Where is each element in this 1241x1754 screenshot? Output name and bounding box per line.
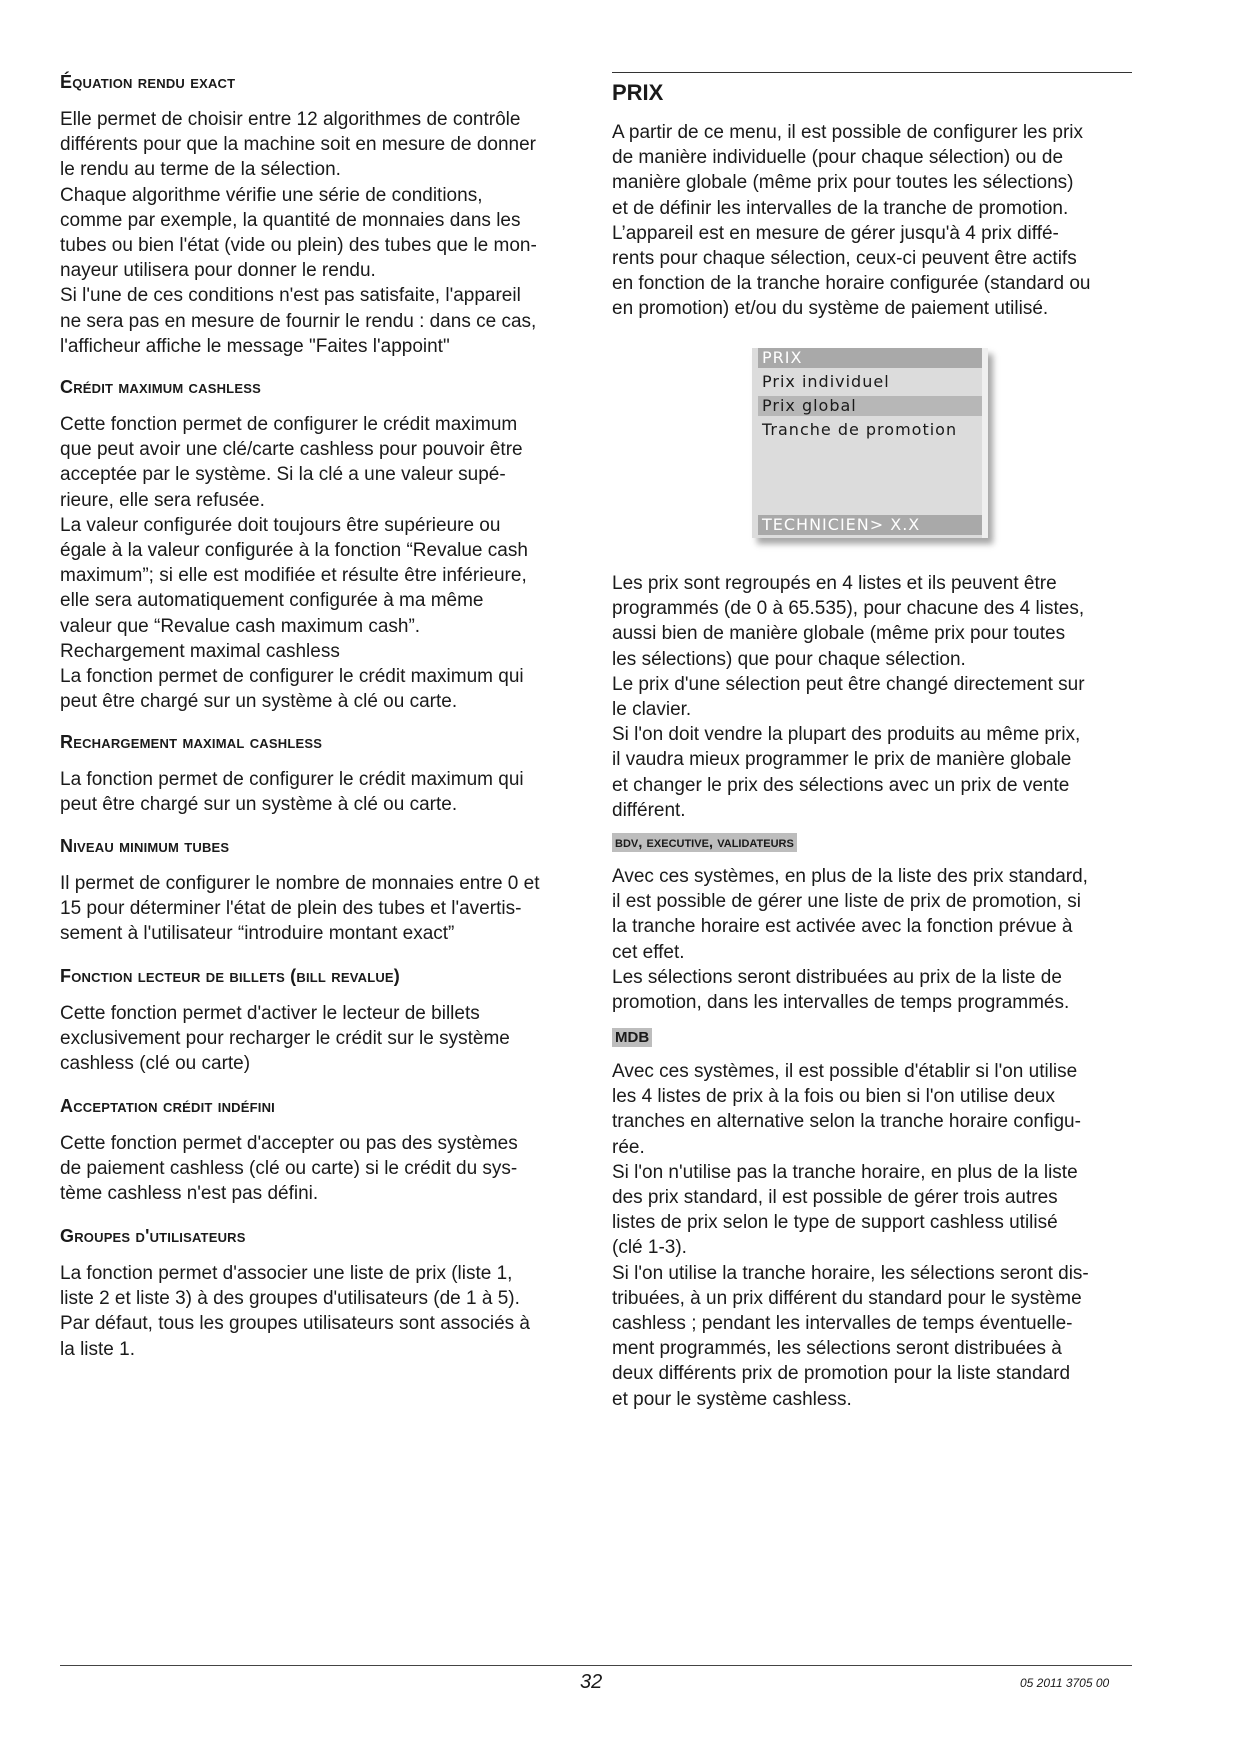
text-line: Elle permet de choisir entre 12 algorithmes de contrôle — [60, 109, 521, 130]
text-line: différent. — [612, 799, 686, 821]
text-line: cet effet. — [612, 941, 685, 963]
menu-item-prix-global[interactable]: Prix global — [758, 396, 988, 416]
text-line: l'afficheur affiche le message "Faites l'appoint" — [60, 335, 450, 357]
text-line: cashless ; pendant les intervalles de temps éventuelle- — [612, 1313, 1073, 1335]
menu-screen-footer: TECHNICIEN> X.X — [758, 515, 988, 535]
text-line: exclusivement pour recharger le crédit sur le système — [60, 1028, 510, 1050]
menu-screen-header: PRIX — [758, 348, 988, 368]
text-line: tranches en alternative selon la tranche horaire configu- — [612, 1111, 1081, 1133]
text-line: ne sera pas en mesure de fournir le rendu : dans ce cas, — [60, 310, 537, 332]
text-line: Cette fonction permet d'activer le lecteur de billets — [60, 1003, 480, 1024]
text-line: différents pour que la machine soit en mesure de donner — [60, 134, 537, 156]
text-line: en promotion) et/ou du système de paiement utilisé. — [612, 298, 1049, 320]
heading-acceptation-credit-indefini: Acceptation crédit indéfini — [60, 1096, 275, 1116]
heading-equation-rendu-exact: Équation rendu exact — [60, 72, 236, 92]
text-line: le clavier. — [612, 699, 692, 721]
text-line: de paiement cashless (clé ou carte) si le crédit du sys- — [60, 1158, 518, 1180]
subsection-tag-mdb: MDB — [612, 1028, 652, 1047]
text-line: que peut avoir une clé/carte cashless pour pouvoir être — [60, 439, 523, 461]
paragraph-niveau-minimum-tubes — [60, 871, 580, 947]
text-line: et changer le prix des sélections avec un prix de vente — [612, 774, 1070, 796]
text-line: (clé 1-3). — [612, 1237, 687, 1259]
text-line: de manière individuelle (pour chaque sélection) ou de — [612, 147, 1064, 169]
text-line: tribuées, à un prix différent du standard pour le système — [612, 1287, 1082, 1309]
text-line: Les sélections seront distribuées au prix de la liste de — [612, 966, 1062, 988]
paragraph-prix-listes — [612, 571, 1132, 823]
text-line: Avec ces systèmes, il est possible d'établir si l'on utilise — [612, 1061, 1078, 1082]
text-line: des prix standard, il est possible de gérer trois autres — [612, 1187, 1058, 1209]
text-line: sement à l'utilisateur “introduire montant exact” — [60, 923, 455, 945]
document-reference: 05 2011 3705 00 — [1020, 1676, 1110, 1690]
paragraph-rechargement-maximal-cashless — [60, 767, 580, 817]
text-line: et de définir les intervalles de la tranche de promotion. — [612, 197, 1069, 219]
text-line: Cette fonction permet de configurer le crédit maximum — [60, 414, 518, 435]
text-line: en fonction de la tranche horaire configurée (standard ou — [612, 273, 1091, 295]
section-title-prix: PRIX — [612, 80, 664, 105]
text-line: il vaudra mieux programmer le prix de manière globale — [612, 749, 1072, 771]
text-line: Avec ces systèmes, en plus de la liste des prix standard, — [612, 866, 1088, 887]
paragraph-groupes-utilisateurs — [60, 1261, 580, 1362]
text-line: deux différents prix de promotion pour la liste standard — [612, 1363, 1071, 1385]
text-line: Si l'on utilise la tranche horaire, les sélections seront dis- — [612, 1262, 1089, 1284]
text-line: il est possible de gérer une liste de prix de promotion, si — [612, 891, 1081, 913]
text-line: Cette fonction permet d'accepter ou pas des systèmes — [60, 1133, 518, 1154]
text-line: valeur que “Revalue cash maximum cash”. — [60, 615, 421, 637]
text-line: La valeur configurée doit toujours être supérieure ou — [60, 514, 501, 536]
text-line: Si l'une de ces conditions n'est pas satisfaite, l'appareil — [60, 285, 521, 307]
text-line: la tranche horaire est activée avec la fonction prévue à — [612, 916, 1073, 938]
text-line: Il permet de configurer le nombre de monnaies entre 0 et — [60, 873, 540, 894]
text-line: promotion, dans les intervalles de temps programmés. — [612, 992, 1070, 1014]
prix-top-rule — [612, 72, 1132, 73]
text-line: ment programmés, les sélections seront distribuées à — [612, 1338, 1062, 1360]
text-line: les sélections) que pour chaque sélection. — [612, 648, 966, 670]
heading-rechargement-maximal-cashless: Rechargement maximal cashless — [60, 732, 323, 752]
text-line: Les prix sont regroupés en 4 listes et ils peuvent être — [612, 573, 1057, 594]
text-line: Si l'on n'utilise pas la tranche horaire, en plus de la liste — [612, 1161, 1078, 1183]
screen-bevel — [982, 348, 988, 538]
text-line: la liste 1. — [60, 1338, 135, 1360]
text-line: peut être chargé sur un système à clé ou carte. — [60, 794, 458, 816]
paragraph-acceptation-credit-indefini — [60, 1131, 580, 1207]
page-number: 32 — [580, 1671, 603, 1693]
text-line: programmés (de 0 à 65.535), pour chacune des 4 listes, — [612, 598, 1085, 620]
menu-item-tranche-promotion[interactable]: Tranche de promotion — [762, 420, 958, 439]
text-line: rée. — [612, 1136, 645, 1158]
text-line: Par défaut, tous les groupes utilisateurs sont associés à — [60, 1313, 530, 1335]
paragraph-equation-rendu-exact — [60, 107, 580, 359]
text-line: tubes ou bien l'état (vide ou plein) des tubes que le mon- — [60, 235, 537, 257]
text-line: et pour le système cashless. — [612, 1388, 852, 1410]
text-line: Chaque algorithme vérifie une série de conditions, — [60, 184, 483, 206]
paragraph-fonction-lecteur-billets — [60, 1001, 580, 1077]
menu-screen — [752, 348, 988, 538]
text-line: L’appareil est en mesure de gérer jusqu'à 4 prix diffé- — [612, 222, 1059, 244]
text-line: liste 2 et liste 3) à des groupes d'utilisateurs (de 1 à 5). — [60, 1288, 520, 1310]
paragraph-bdv — [612, 864, 1132, 1015]
text-line: Rechargement maximal cashless — [60, 640, 340, 662]
text-line: Le prix d'une sélection peut être changé directement sur — [612, 673, 1085, 695]
text-line: A partir de ce menu, il est possible de configurer les prix — [612, 122, 1084, 143]
text-line: aussi bien de manière globale (même prix pour toutes — [612, 623, 1066, 645]
text-line: maximum”; si elle est modifiée et résulte être inférieure, — [60, 565, 527, 587]
text-line: elle sera automatiquement configurée à ma même — [60, 590, 484, 612]
heading-groupes-utilisateurs: Groupes d'utilisateurs — [60, 1226, 246, 1246]
paragraph-prix-intro — [612, 120, 1132, 322]
text-line: le rendu au terme de la sélection. — [60, 159, 341, 181]
subsection-tag-bdv: bdv, executive, validateurs — [612, 833, 797, 852]
text-line: manière globale (même prix pour toutes les sélections) — [612, 172, 1074, 194]
heading-fonction-lecteur-billets: Fonction lecteur de billets (bill revalue) — [60, 966, 400, 986]
text-line: égale à la valeur configurée à la fonction “Revalue cash — [60, 540, 528, 562]
text-line: acceptée par le système. Si la clé a une valeur supé- — [60, 464, 506, 486]
paragraph-credit-maximum-cashless — [60, 412, 580, 714]
paragraph-mdb — [612, 1059, 1132, 1412]
text-line: rieure, elle sera refusée. — [60, 489, 265, 511]
text-line: Si l'on doit vendre la plupart des produits au même prix, — [612, 724, 1081, 746]
text-line: comme par exemple, la quantité de monnaies dans les — [60, 209, 521, 231]
text-line: rents pour chaque sélection, ceux-ci peuvent être actifs — [612, 248, 1077, 270]
text-line: listes de prix selon le type de support cashless utilisé — [612, 1212, 1058, 1234]
text-line: 15 pour déterminer l'état de plein des tubes et l'avertis- — [60, 898, 522, 920]
text-line: peut être chargé sur un système à clé ou carte. — [60, 691, 458, 713]
text-line: nayeur utilisera pour donner le rendu. — [60, 260, 376, 282]
text-line: tème cashless n'est pas défini. — [60, 1183, 319, 1205]
footer-rule — [60, 1665, 1132, 1666]
text-line: La fonction permet de configurer le crédit maximum qui — [60, 666, 524, 688]
heading-credit-maximum-cashless: Crédit maximum cashless — [60, 377, 261, 397]
menu-item-prix-individuel[interactable]: Prix individuel — [762, 372, 890, 391]
text-line: cashless (clé ou carte) — [60, 1053, 251, 1075]
text-line: les 4 listes de prix à la fois ou bien si l'on utilise deux — [612, 1086, 1055, 1108]
heading-niveau-minimum-tubes: Niveau minimum tubes — [60, 836, 230, 856]
text-line: La fonction permet d'associer une liste de prix (liste 1, — [60, 1263, 513, 1284]
text-line: La fonction permet de configurer le crédit maximum qui — [60, 769, 524, 790]
